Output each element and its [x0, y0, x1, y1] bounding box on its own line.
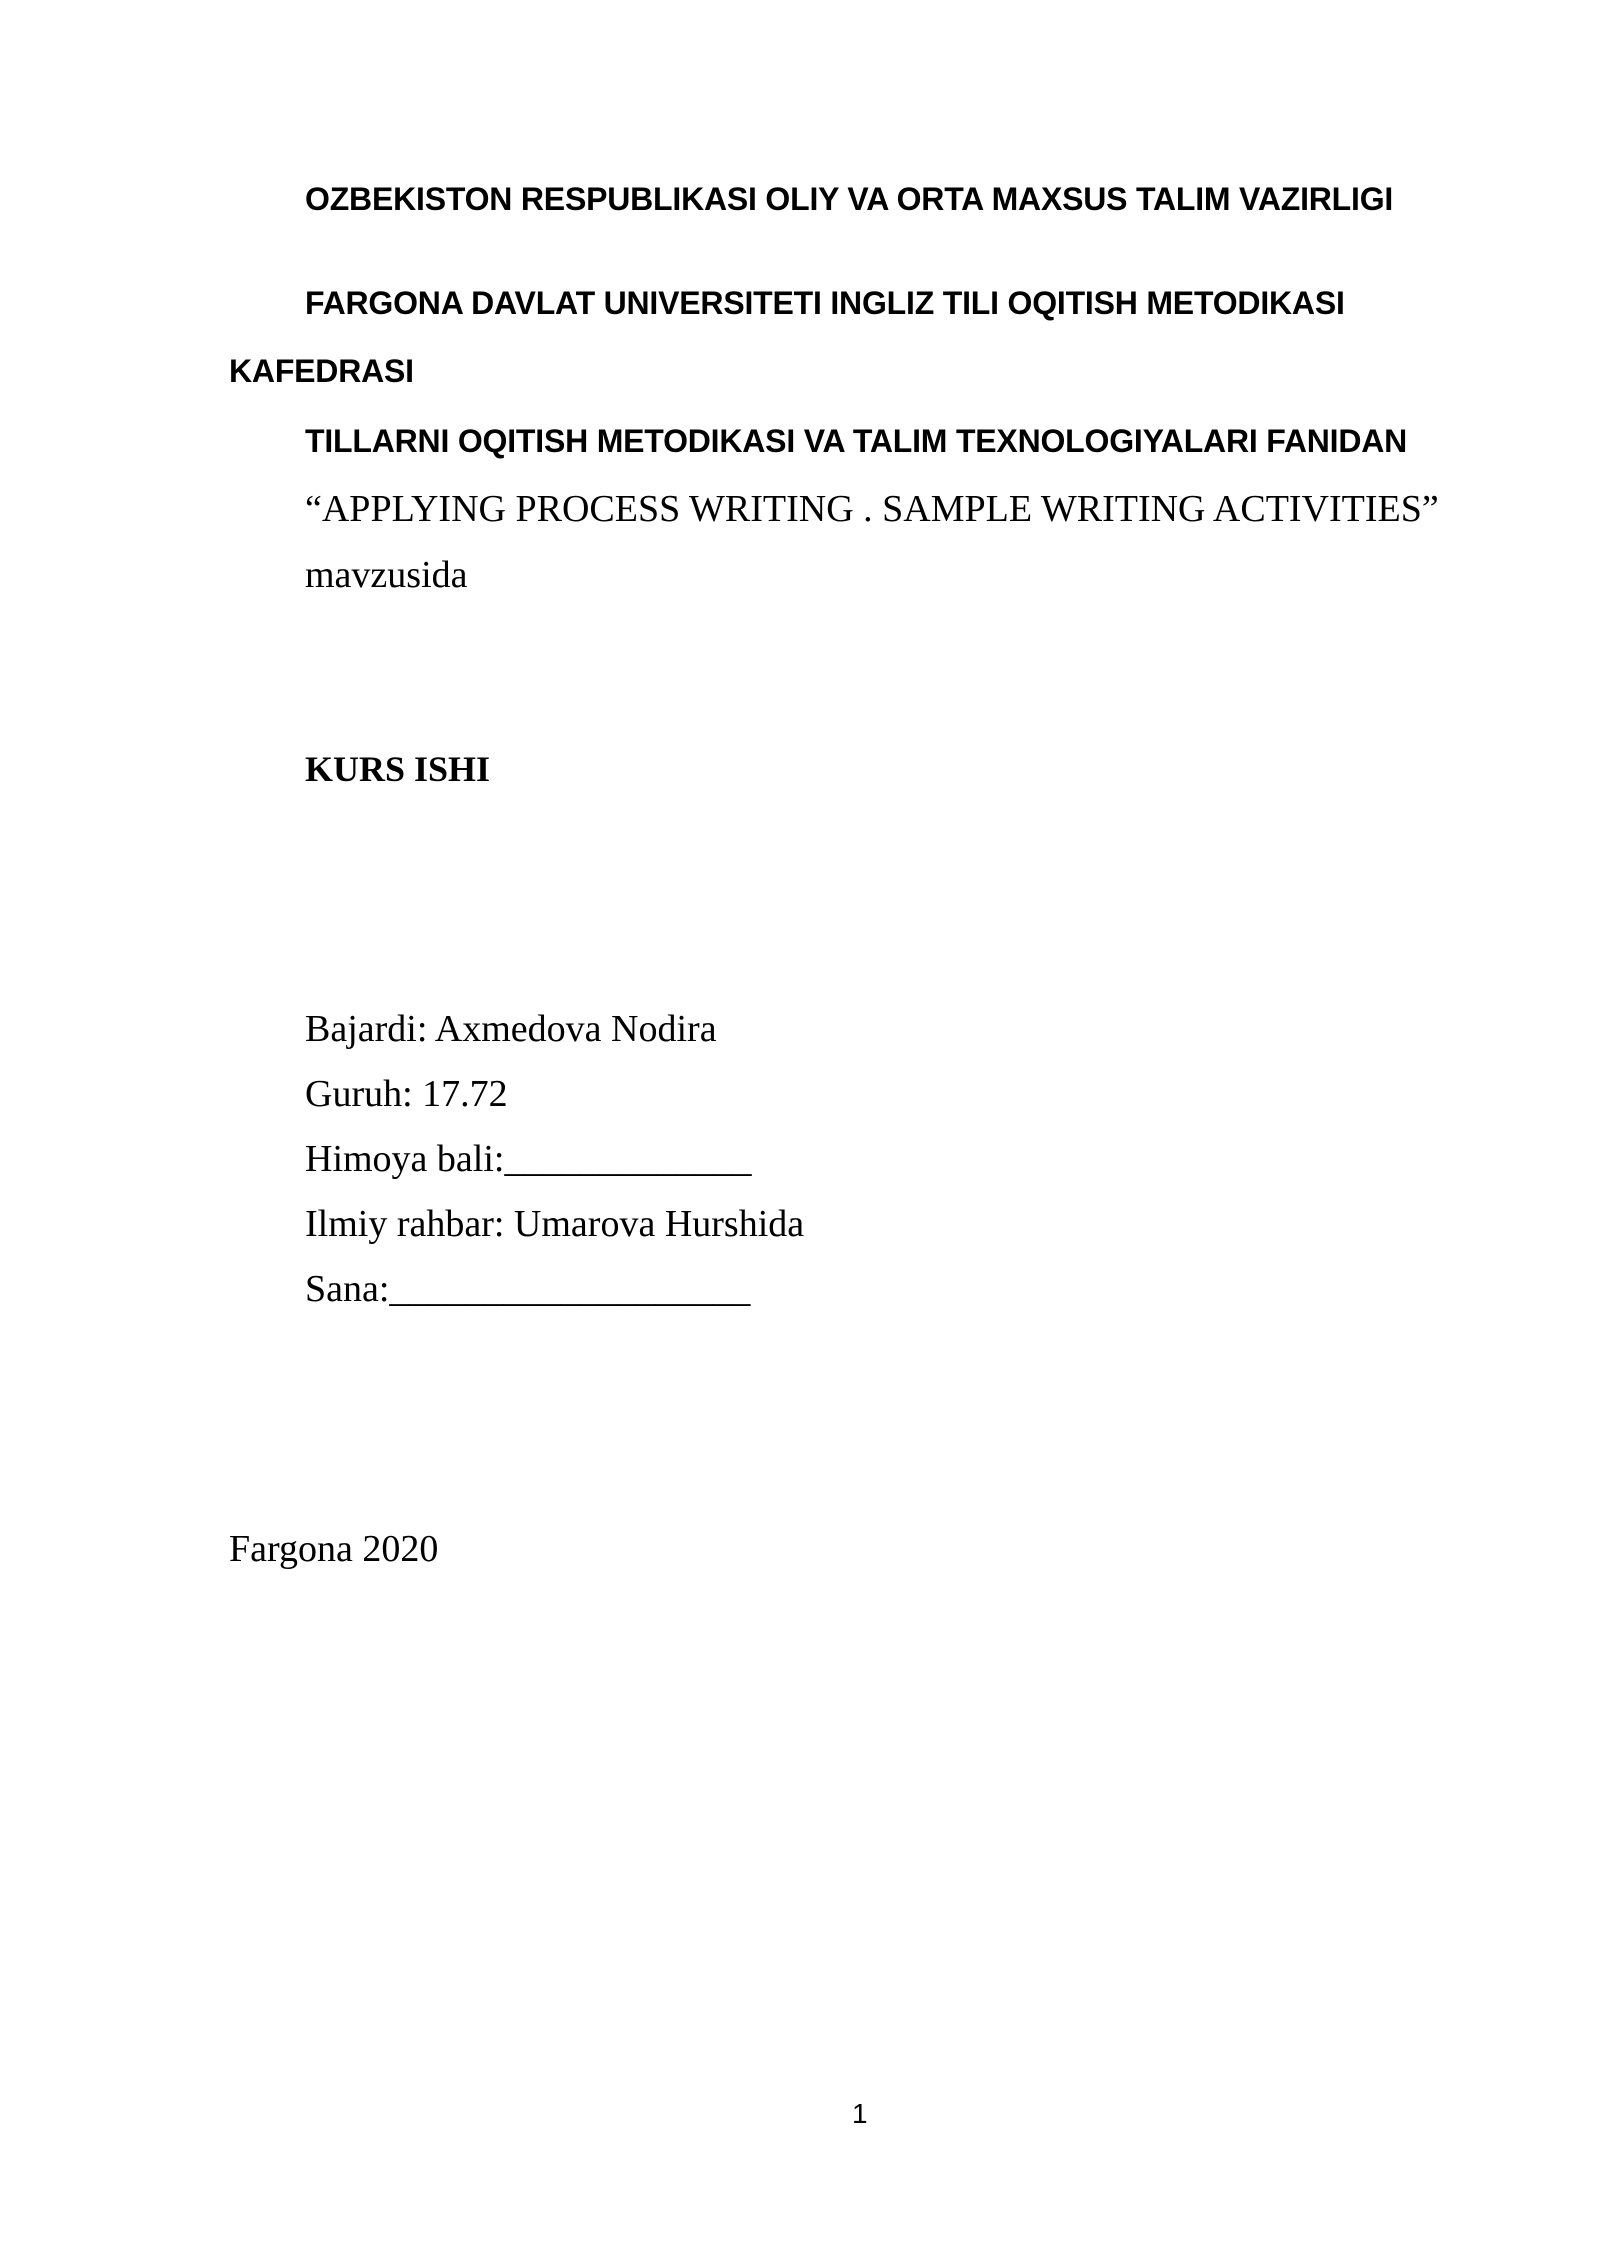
topic-title: “APPLYING PROCESS WRITING . SAMPLE WRITING ACTIVITIES” [305, 488, 1439, 530]
group-line: Guruh: 17.72 [305, 1073, 508, 1115]
ministry-heading: OZBEKISTON RESPUBLIKASI OLIY VA ORTA MAXSUS TALIM VAZIRLIGI [305, 181, 1394, 217]
supervisor-line: Ilmiy rahbar: Umarova Hurshida [305, 1203, 805, 1245]
work-type-title: KURS ISHI [305, 749, 491, 789]
university-heading-line2: KAFEDRASI [229, 353, 414, 389]
date-line: Sana:___________________ [305, 1268, 751, 1310]
subject-heading: TILLARNI OQITISH METODIKASI VA TALIM TEXNOLOGIYALARI FANIDAN [305, 423, 1408, 459]
performer-line: Bajardi: Axmedova Nodira [305, 1008, 717, 1050]
page-number: 1 [852, 2098, 868, 2129]
university-heading-line1: FARGONA DAVLAT UNIVERSITETI INGLIZ TILI OQITISH METODIKASI [305, 285, 1345, 321]
place-year: Fargona 2020 [229, 1528, 439, 1570]
defense-score-line: Himoya bali:_____________ [305, 1138, 752, 1180]
topic-suffix: mavzusida [305, 554, 468, 596]
